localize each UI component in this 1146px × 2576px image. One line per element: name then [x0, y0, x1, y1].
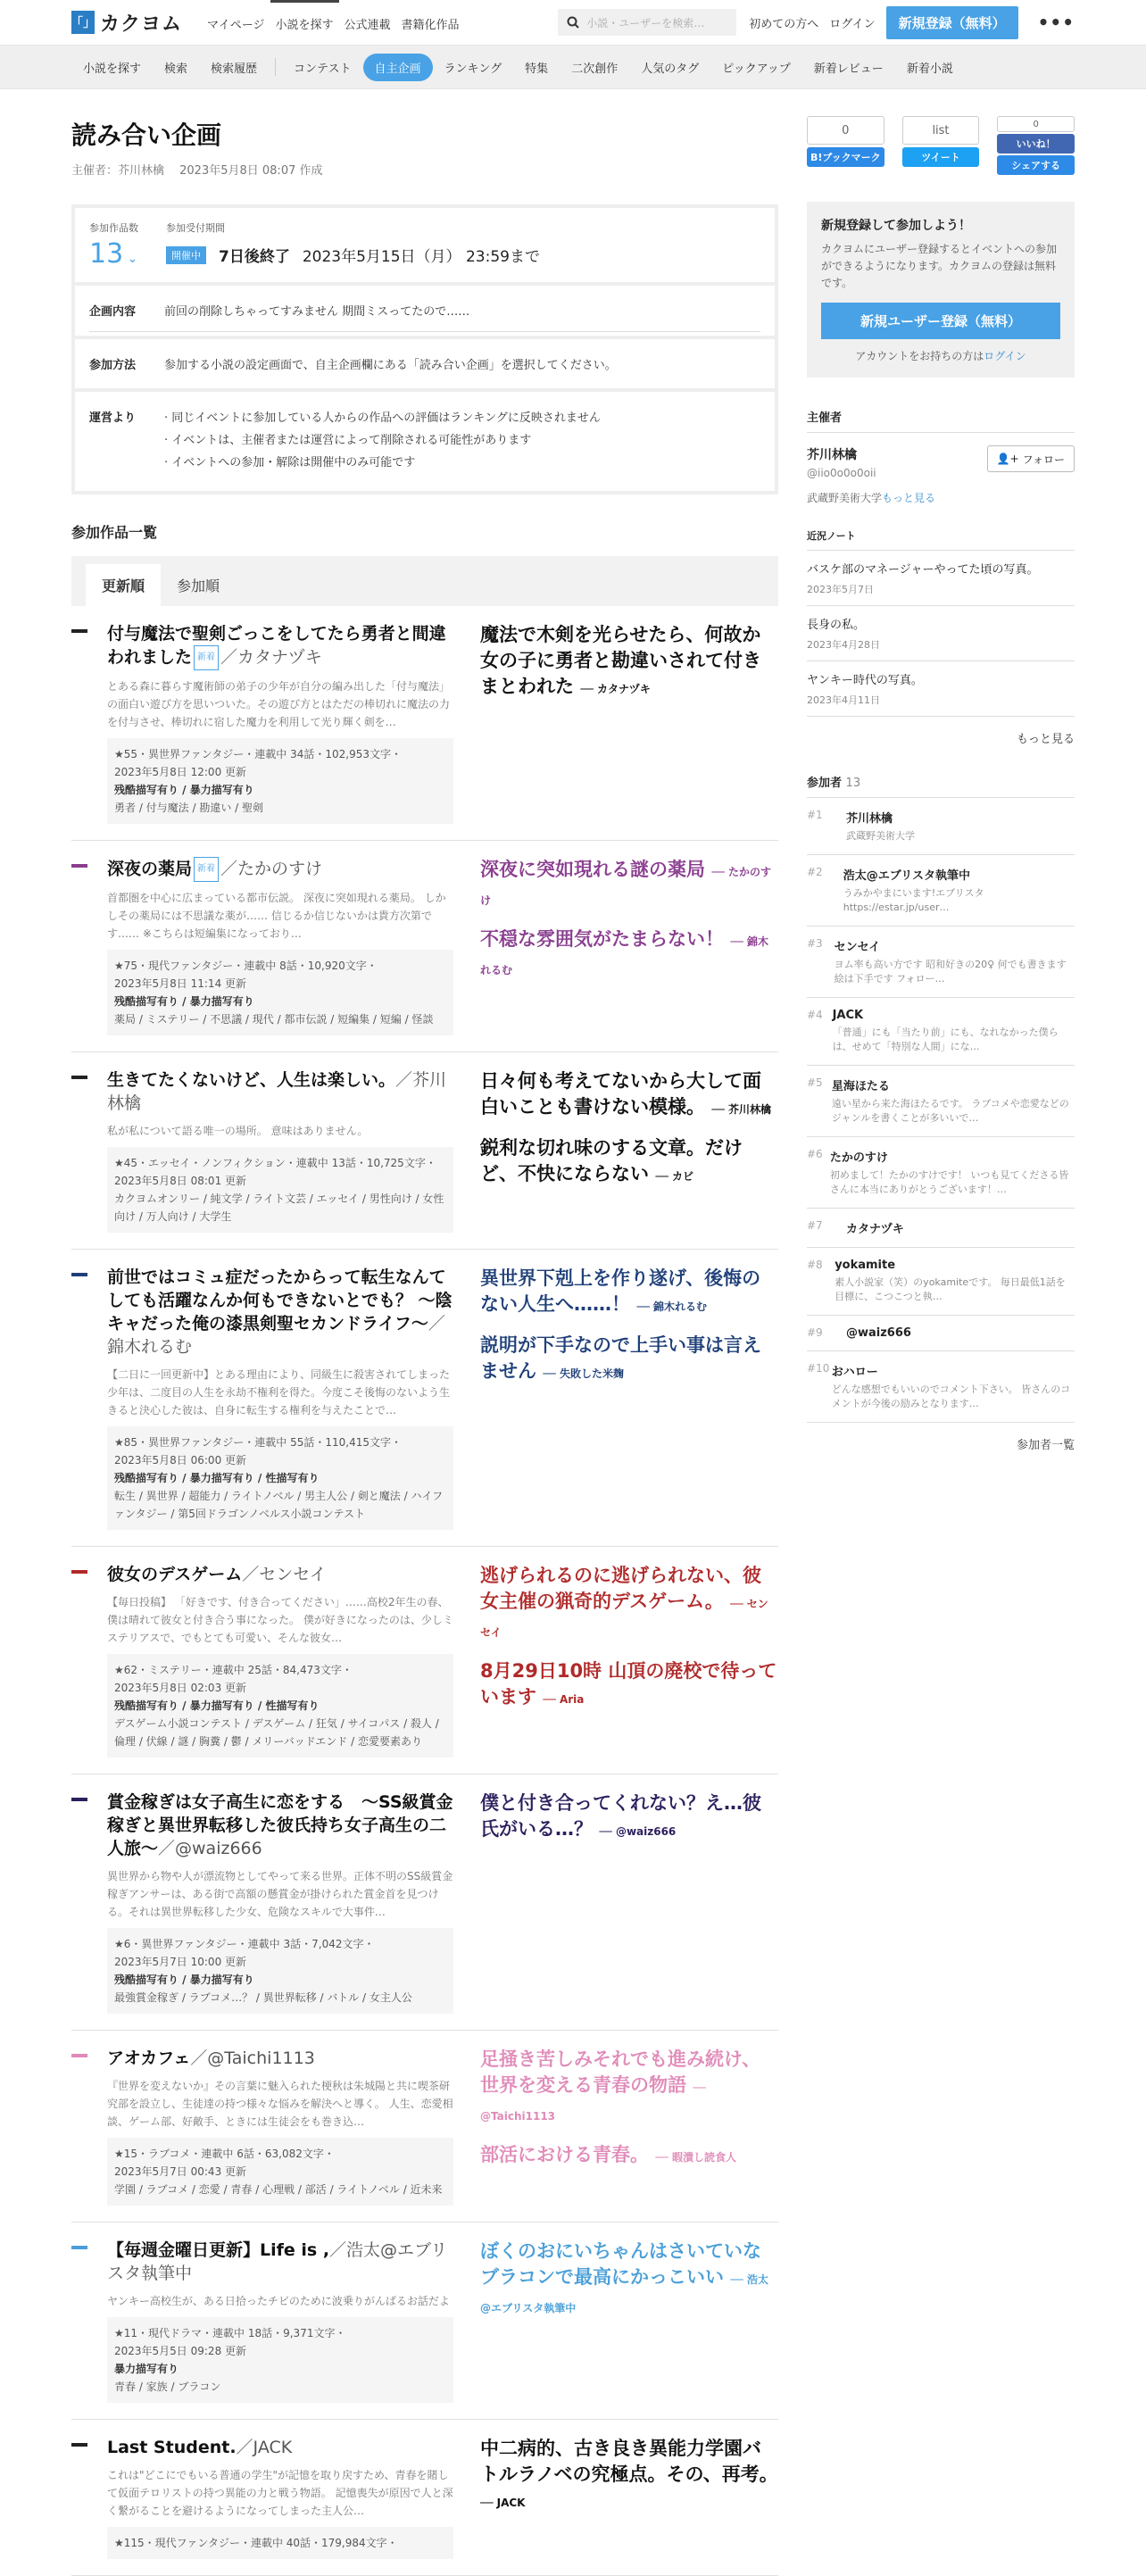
tweet-button[interactable]: list ツイート: [902, 116, 980, 175]
work-title[interactable]: アオカフェ／@Taichi1113: [107, 2048, 315, 2068]
login-prompt: アカウントをお持ちの方はログイン: [855, 350, 1026, 362]
work-stats: ★45・エッセイ・ノンフィクション・連載中 13話・10,725文字・: [114, 1157, 436, 1169]
member-desc: 武蔵野美術大学: [846, 830, 915, 842]
entry-count[interactable]: 13 ⌄: [89, 238, 138, 270]
method-text: 参加する小説の設定画面で、自主企画欄にある「読み合い企画」を選択してください。: [164, 359, 617, 372]
sort-tabs: [71, 556, 778, 606]
subnav-events[interactable]: 自主企画: [363, 54, 433, 81]
notes-heading: 近況ノート: [807, 528, 1075, 551]
work-author[interactable]: ／たかのすけ: [220, 859, 323, 879]
members-more-link[interactable]: 参加者一覧: [1016, 1439, 1075, 1452]
subnav-divider: [275, 58, 276, 76]
work-warnings: 残酷描写有り / 暴力描写有り: [114, 784, 254, 796]
member-rank: #1: [807, 809, 823, 821]
period-label: 参加受付期間: [166, 222, 225, 234]
member-desc: 遠い星から来た海ほたるです。 ラブコメや恋愛などのジャンルを書くことが多いいで…: [831, 1098, 1069, 1124]
member-item[interactable]: [807, 1066, 1075, 1137]
nav-mypage[interactable]: マイページ: [207, 19, 265, 32]
work-info: [107, 1426, 453, 1530]
genre-color-bar: [71, 2054, 87, 2057]
member-rank: #2: [807, 866, 823, 878]
genre-color-bar: [71, 1570, 87, 1574]
work-info: [107, 950, 453, 1035]
review-catchcopy[interactable]: 僕と付き合ってくれない？え…彼氏がいる…？ ── @waiz666: [480, 1792, 761, 1840]
work-stats: ★62・ミステリー・連載中 25話・84,473文字・: [114, 1664, 353, 1676]
work-reviews: [453, 1068, 778, 1233]
member-rank: #6: [807, 1148, 823, 1160]
work-info: [107, 2138, 453, 2206]
work-updated: 2023年5月5日 09:28 更新: [114, 2345, 247, 2357]
genre-color-bar: [71, 629, 87, 633]
tab-joined[interactable]: 参加順: [177, 578, 220, 594]
member-name[interactable]: @waiz666: [846, 1326, 911, 1340]
member-rank: #9: [807, 1326, 823, 1339]
first-time-link[interactable]: 初めての方へ: [749, 17, 819, 31]
review-catchcopy[interactable]: 鋭利な切れ味のする文章。だけど、不快にならない ── カビ: [480, 1137, 743, 1184]
member-name[interactable]: 浩太@エブリスタ執筆中: [843, 869, 970, 883]
work-updated: 2023年5月7日 00:43 更新: [114, 2165, 247, 2178]
member-desc: うみかやまにいます!エブリスタ https://estar.jp/user…: [843, 887, 984, 913]
signup-title: 新規登録して参加しよう！: [821, 219, 971, 233]
remaining-days: 7日後終了: [219, 248, 290, 266]
member-item[interactable]: [807, 927, 1075, 998]
work-stats: ★85・異世界ファンタジー・連載中 55話・110,415文字・: [114, 1436, 403, 1449]
work-item: [71, 1052, 778, 1250]
work-item: [71, 2031, 778, 2223]
work-item: [71, 606, 778, 841]
review-catchcopy[interactable]: 8月29日10時 山頂の廃校で待っています ── Aria: [480, 1660, 777, 1708]
work-description: 【二日に一回更新中】とある理由により、同級生に殺害されてしまった少年は、二度目の人生を永劫不権利を得た。今度こそ後悔のないよう生きると決心した彼は、自身に転生する権利を与えたことで…: [107, 1368, 451, 1417]
member-desc: 初めまして！たかのすけです！ いつも見てくださる皆さんに本当にありがとうございます！…: [829, 1169, 1069, 1195]
work-item: [71, 1774, 778, 2031]
review-catchcopy[interactable]: 足掻き苦しみそれでも進み続け、世界を変える青春の物語 ── @Taichi1113: [480, 2048, 761, 2123]
work-tags[interactable]: 学園 / ラブコメ / 恋愛 / 青春 / 心理戦 / 部活 / ライトノベル / 近未来: [114, 2183, 443, 2196]
work-warnings: 暴力描写有り: [114, 2363, 179, 2375]
work-reviews: [453, 2239, 778, 2403]
note-item[interactable]: 長身の私。 2023年4月28日: [807, 606, 1075, 661]
work-description: これは"どこにでもいる普通の学生"が記憶を取り戻すため、青春を賭して仮面テロリストの持つ異能の力と戦う物語。 記憶喪失が原因で人と深く繋がることを避けるようになってしまった主人公…: [107, 2469, 453, 2517]
work-updated: 2023年5月8日 08:01 更新: [114, 1175, 247, 1187]
content-label: 企画内容: [89, 305, 137, 319]
organizer-id: @iio0o0o0oii: [807, 467, 876, 479]
review-catchcopy[interactable]: 魔法で木剣を光らせたら、何故か女の子に勇者と勘違いされて付きまとわれた ── カタナヅキ: [480, 624, 761, 697]
subnav-tags[interactable]: 人気のタグ: [641, 62, 700, 76]
work-tags[interactable]: 青春 / 家族 / ブラコン: [114, 2381, 221, 2393]
work-tags[interactable]: 転生 / 異世界 / 超能力 / ライトノベル / 男主人公 / 剣と魔法 / ハイファンタジー / 第5回ドラゴンノベルス小説コンテスト: [114, 1490, 444, 1520]
work-description: 『世界を変えないか』その言葉に魅入られた梗秋は朱城陽と共に喫茶研究部を設立し、生徒達の持つ様々な悩みを解決へと導く。 人生、恋愛相談、ゲーム部、好敵手、ときには生徒会をも巻き込…: [107, 2080, 453, 2128]
new-badge: 新着: [194, 645, 219, 670]
search-icon: [567, 16, 579, 29]
sub-nav: [0, 45, 1146, 89]
genre-color-bar: [71, 2246, 87, 2249]
organizer-name[interactable]: 芥川林檎: [807, 448, 857, 462]
subnav-search-novels[interactable]: 小説を探す: [83, 62, 142, 76]
member-name[interactable]: カタナヅキ: [846, 1223, 904, 1236]
genre-color-bar: [71, 2443, 87, 2447]
member-name[interactable]: yokamite: [835, 1259, 896, 1272]
organizer-more-link[interactable]: もっと見る: [882, 492, 936, 504]
work-author[interactable]: ／センセイ: [242, 1565, 327, 1584]
work-author[interactable]: ／@Taichi1113: [190, 2048, 315, 2068]
review-catchcopy[interactable]: 説明が下手なので上手い事は言えません ── 失敗した米麹: [480, 1334, 761, 1382]
work-info: [107, 738, 453, 824]
work-title[interactable]: 前世ではコミュ症だったからって転生なんてしても活躍なんか何もできないとでも？ ～陰キャだった俺の漆黒剣聖セカンドライフ～／錦木れるむ: [107, 1267, 453, 1357]
event-meta: 主催者：芥川林檎 2023年5月8日 08:07 作成: [71, 164, 323, 178]
review-catchcopy[interactable]: 異世界下剋上を作り遂げ、後悔のない人生へ……！ ── 錦木れるむ: [480, 1267, 761, 1315]
status-badge: 開催中: [166, 246, 206, 264]
signup-text: カクヨムにユーザー登録するとイベントへの参加ができるようになります。カクヨムの登録は無料です。: [821, 243, 1058, 289]
review-catchcopy[interactable]: 深夜に突如現れる謎の薬局 ── たかのすけ: [480, 859, 771, 907]
work-item: [71, 841, 778, 1052]
facebook-share-button[interactable]: 0 いいね！ シェアする: [997, 116, 1075, 175]
search-placeholder: 小説・ユーザーを検索…: [586, 16, 705, 29]
work-author[interactable]: ／浩太@エブリスタ執筆中: [107, 2240, 448, 2283]
work-stats: ★75・現代ファンタジー・連載中 8話・10,920文字・: [114, 960, 378, 972]
review-catchcopy[interactable]: 部活における青春。 ── 暇潰し読食人: [480, 2144, 736, 2165]
work-title[interactable]: Last Student.／JACK: [107, 2438, 293, 2457]
member-item[interactable]: [807, 1316, 1075, 1351]
work-tags[interactable]: 薬局 / ミステリー / 不思議 / 現代 / 都市伝説 / 短編集 / 短編 / 怪談: [114, 1013, 434, 1026]
notes-more-link[interactable]: もっと見る: [1016, 733, 1075, 746]
member-desc: ヨム率も高い方です 昭和好きの20♀ 何でも書きます 絵は下手です フォロー…: [834, 959, 1067, 985]
work-reviews: [453, 1563, 778, 1757]
work-reviews: [453, 2047, 778, 2206]
work-reviews: [453, 622, 778, 824]
tab-updated[interactable]: 更新順: [86, 564, 161, 606]
member-name[interactable]: 芥川林檎: [846, 812, 893, 826]
hatena-bookmark-button[interactable]: 0 B!ブックマーク: [807, 116, 884, 175]
sidebar: [807, 89, 1075, 2576]
work-author[interactable]: ／@waiz666: [158, 1839, 262, 1858]
deadline: 2023年5月15日（月） 23:59まで: [302, 248, 540, 266]
nav-search-novels[interactable]: 小説を探す: [270, 0, 339, 45]
more-menu-icon[interactable]: •••: [1037, 12, 1075, 33]
signup-box: [807, 202, 1075, 378]
member-name[interactable]: JACK: [832, 1009, 864, 1022]
work-description: 首都圏を中心に広まっている都市伝説。 深夜に突如現れる薬局。 しかしその薬局には不思議な薬が…… 信じるか信じないかは貴方次第です…… ※こちらは短編集になっており…: [107, 892, 446, 940]
work-description: 私が私について語る唯一の場所。 意味はありません。: [107, 1125, 369, 1137]
subnav-pickup[interactable]: ピックアップ: [722, 62, 791, 76]
review-catchcopy[interactable]: ぼくのおにいちゃんはさいていなブラコンで最高にかっこいい ── 浩太@エブリスタ執筆中: [480, 2240, 768, 2314]
user-plus-icon: 👤+: [996, 453, 1019, 465]
work-warnings: 残酷描写有り / 暴力描写有り: [114, 1974, 254, 1986]
genre-color-bar: [71, 1076, 87, 1079]
login-link[interactable]: ログイン: [829, 17, 876, 31]
work-item: [71, 2223, 778, 2420]
subnav-new-novels[interactable]: 新着小説: [906, 62, 953, 76]
work-tags[interactable]: カクヨムオンリー / 純文学 / ライト文芸 / エッセイ / 男性向け / 女性向け / 万人向け / 大学生: [114, 1192, 444, 1223]
review-catchcopy[interactable]: 逃げられるのに逃げられない、彼女主催の猟奇的デスゲーム。 ── センセイ: [480, 1565, 768, 1639]
work-item: [71, 1547, 778, 1774]
member-item[interactable]: [807, 1351, 1075, 1423]
member-rank: #5: [807, 1076, 823, 1089]
work-stats: ★55・異世界ファンタジー・連載中 34話・102,953文字・: [114, 748, 403, 760]
logo-mark: 「」: [71, 11, 95, 34]
work-title[interactable]: 彼女のデスゲーム／センセイ: [107, 1565, 327, 1584]
work-description: とある森に暮らす魔術師の弟子の少年が自分の編み出した「付与魔法」の面白い遊び方を思いついた。その遊び方とはただの棒切れに魔法の力を付与させ、棒切れに宿した魔力を利用して光り輝く剣を…: [107, 680, 451, 728]
logo[interactable]: [71, 9, 182, 37]
member-item[interactable]: [807, 798, 1075, 855]
count-label: 参加作品数: [89, 222, 138, 234]
main-column: [71, 89, 778, 2576]
work-info: [107, 1147, 453, 1233]
genre-color-bar: [71, 864, 87, 868]
work-author[interactable]: ／錦木れるむ: [107, 1314, 445, 1357]
work-description: 異世界から物や人が漂流物としてやって来る世界。正体不明のSS級賞金稼ぎアンサーは、ある街で高額の懸賞金が掛けられた賞金首を見つける。それは異世界転移した少女、危険なスキルで大事件…: [107, 1870, 453, 1918]
new-badge: 新着: [194, 857, 219, 882]
member-name[interactable]: おハロー: [831, 1366, 878, 1379]
work-title[interactable]: 賞金稼ぎは女子高生に恋をする ～SS級賞金稼ぎと異世界転移した彼氏持ち女子高生の二人旅～／@waiz666: [107, 1792, 453, 1858]
event-info: [71, 204, 778, 494]
subnav-ranking[interactable]: ランキング: [444, 62, 502, 76]
member-rank: #4: [807, 1009, 823, 1021]
login-link-side[interactable]: ログイン: [984, 350, 1026, 362]
work-reviews: [453, 857, 778, 1035]
work-warnings: 残酷描写有り / 暴力描写有り / 性描写有り: [114, 1472, 320, 1484]
share-buttons: [807, 116, 1075, 175]
work-updated: 2023年5月8日 12:00 更新: [114, 766, 247, 778]
member-item[interactable]: [807, 998, 1075, 1066]
member-rank: #3: [807, 937, 823, 950]
review-catchcopy[interactable]: 日々何も考えてないから大して面白いことも書けない模様。 ── 芥川林檎: [480, 1070, 771, 1118]
subnav-search[interactable]: 検索: [164, 62, 188, 76]
content-text: 前回の削除しちゃってすみません 期間ミスってたので……: [164, 305, 470, 319]
search-input[interactable]: [558, 9, 736, 36]
work-info: [107, 2527, 453, 2559]
work-reviews: [453, 2436, 778, 2559]
work-warnings: 残酷描写有り / 暴力描写有り: [114, 995, 254, 1008]
organizer-heading: 主催者: [807, 408, 1075, 433]
subnav-new-reviews[interactable]: 新着レビュー: [813, 62, 884, 76]
member-desc: どんな感想でもいいのでコメント下さい。 皆さんのコメントが今後の励みとなります…: [831, 1384, 1071, 1409]
header-nav: [202, 0, 465, 45]
review-catchcopy[interactable]: 中二病的、古き良き異能力学園バトルラノベの究極点。その、再考。 ── JACK: [480, 2438, 778, 2509]
member-item[interactable]: [807, 855, 1075, 927]
note-item[interactable]: バスケ部のマネージャーやってた頃の写真。 2023年5月7日: [807, 551, 1075, 606]
nav-books[interactable]: 書籍化作品: [401, 19, 460, 32]
member-desc: 「普通」にも「当たり前」にも、なれなかった僕らは、せめて「特別な人間」にな…: [832, 1026, 1059, 1052]
member-rank: #10: [807, 1362, 830, 1375]
member-item[interactable]: [807, 1248, 1075, 1316]
work-title[interactable]: 付与魔法で聖剣ごっこをしてたら勇者と間違われました 新着 ／カタナヅキ: [107, 622, 453, 670]
organizer: [807, 445, 1075, 479]
note-item[interactable]: ヤンキー時代の写真。 2023年4月11日: [807, 661, 1075, 717]
work-stats: ★15・ラブコメ・連載中 6話・63,082文字・: [114, 2148, 335, 2160]
nav-official[interactable]: 公式連載: [344, 19, 391, 32]
member-name[interactable]: たかのすけ: [829, 1151, 888, 1165]
work-stats: ★11・現代ドラマ・連載中 18話・9,371文字・: [114, 2327, 346, 2339]
members-heading: 参加者 13: [807, 773, 1075, 798]
subnav-features[interactable]: 特集: [525, 62, 549, 76]
member-rank: #8: [807, 1259, 823, 1271]
work-tags[interactable]: 勇者 / 付与魔法 / 勘違い / 聖剣: [114, 802, 264, 814]
work-reviews: [453, 1791, 778, 2014]
work-author[interactable]: ／芥川林檎: [107, 1070, 447, 1113]
subnav-fanfic[interactable]: 二次創作: [571, 62, 619, 76]
work-item: [71, 2420, 778, 2576]
work-updated: 2023年5月8日 06:00 更新: [114, 1454, 247, 1467]
work-title[interactable]: 生きてたくないけど、人生は楽しい。／芥川林檎: [107, 1070, 447, 1113]
work-updated: 2023年5月8日 11:14 更新: [114, 977, 247, 990]
work-reviews: [453, 1266, 778, 1530]
member-rank: #7: [807, 1219, 823, 1232]
rule-item: · 同じイベントに参加している人からの作品への評価はランキングに反映されません: [164, 411, 601, 425]
member-name[interactable]: センセイ: [834, 941, 881, 954]
review-catchcopy[interactable]: 不穏な雰囲気がたまらない！ ── 錦木れるむ: [480, 928, 768, 976]
subnav-history[interactable]: 検索履歴: [211, 62, 258, 76]
work-updated: 2023年5月7日 10:00 更新: [114, 1956, 247, 1968]
members-list: [807, 798, 1075, 1423]
works-list: [71, 606, 778, 2576]
member-item[interactable]: [807, 1137, 1075, 1209]
genre-color-bar: [71, 1273, 87, 1276]
work-updated: 2023年5月8日 02:03 更新: [114, 1682, 247, 1694]
work-tags[interactable]: 最強賞金稼ぎ / ラブコメ…？ / 異世界転移 / バトル / 女主人公: [114, 1991, 412, 2004]
work-title[interactable]: 【毎週金曜日更新】Life is ,／浩太@エブリスタ執筆中: [107, 2240, 448, 2283]
member-name[interactable]: 星海ほたる: [831, 1080, 890, 1093]
work-title[interactable]: 深夜の薬局 新着 ／たかのすけ: [107, 857, 453, 882]
work-stats: ★115・現代ファンタジー・連載中 40話・179,984文字・: [114, 2537, 398, 2549]
rules-label: 運営より: [89, 411, 137, 425]
work-author[interactable]: ／カタナヅキ: [220, 647, 322, 668]
work-info: [107, 2317, 453, 2403]
page-title: 読み合い企画: [71, 120, 222, 150]
work-description: ヤンキー高校生が、ある日拾ったチビのために波乗りがんばるお話だよ: [107, 2295, 450, 2307]
work-warnings: 残酷描写有り / 暴力描写有り / 性描写有り: [114, 1699, 320, 1712]
rule-item: · イベントへの参加・解除は開催中のみ可能です: [164, 456, 416, 469]
member-desc: 素人小説家（笑）のyokamiteです。 毎日最低1話を目標に、こつこつと執…: [835, 1276, 1066, 1302]
logo-text: カクヨム: [100, 12, 183, 36]
work-description: 【毎日投稿】 「好きです、付き合ってください」……高校2年生の春、僕は晴れて彼女と付き合う事になった。 僕が好きになったのは、少しミステリアスで、でもとても可愛い、そんな彼女…: [107, 1596, 453, 1644]
method-label: 参加方法: [89, 359, 137, 372]
global-header: [0, 0, 1146, 45]
work-info: [107, 1928, 453, 2014]
rule-item: · イベントは、主催者または運営によって削除される可能性があります: [164, 434, 532, 447]
genre-color-bar: [71, 1798, 87, 1801]
signup-button[interactable]: 新規ユーザー登録（無料）: [821, 303, 1060, 339]
follow-button[interactable]: 👤+ フォロー: [987, 445, 1075, 472]
work-tags[interactable]: デスゲーム小説コンテスト / デスゲーム / 狂気 / サイコパス / 殺人 / 倫理 / 伏線 / 謎 / 胸糞 / 鬱 / メリーバッドエンド / 恋愛要素あり: [114, 1717, 439, 1748]
work-item: [71, 1250, 778, 1547]
work-author[interactable]: ／JACK: [236, 2438, 293, 2457]
organizer-desc: 武蔵野美術大学もっと見る: [807, 492, 936, 504]
member-item[interactable]: [807, 1209, 1075, 1248]
subnav-contest[interactable]: コンテスト: [294, 62, 352, 76]
work-stats: ★6・異世界ファンタジー・連載中 3話・7,042文字・: [114, 1938, 375, 1950]
works-heading: 参加作品一覧: [71, 524, 158, 541]
work-info: [107, 1654, 453, 1757]
register-button[interactable]: 新規登録（無料）: [886, 6, 1018, 39]
